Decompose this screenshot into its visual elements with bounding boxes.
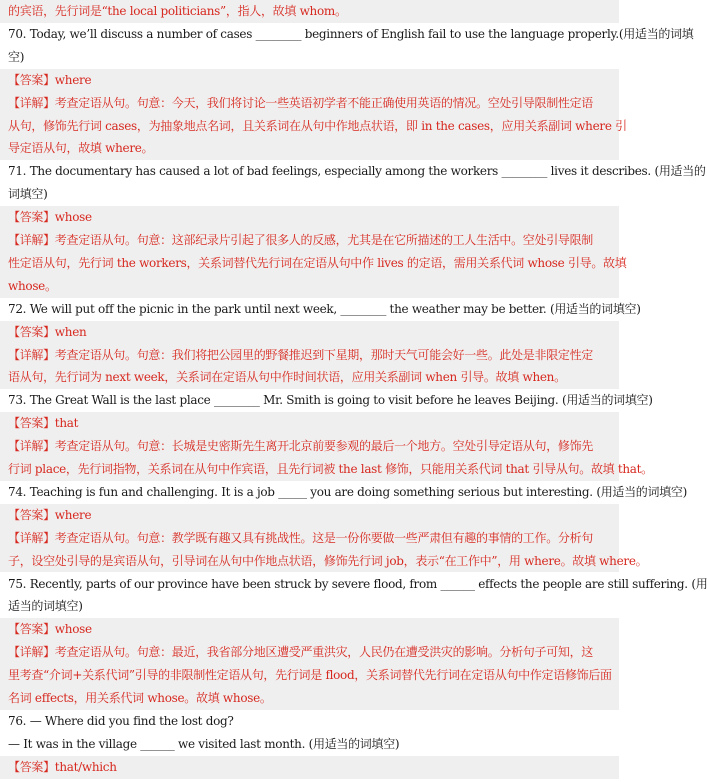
detail-line: 【详解】考查定语从句。句意：今天，我们将讨论一些英语初学者不能正确使用英语的情况。空处引导限制性定语	[8, 95, 594, 110]
detail-line: 【详解】考查定语从句。句意：教学既有趣又具有挑战性。这是一份你要做一些严肃但有趣的事情的工作。分析句	[8, 530, 594, 545]
detail-line: 行词 place，先行词指物，关系词在从句中作宾语，且先行词被 the last 修饰，只能用关系代词 that 引导从句。故填 that。	[8, 462, 653, 476]
detail-line: 里考查“介词+关系代词”引导的非限制性定语从句，先行词是 flood，关系词替代先行词在定语从句中作定语修饰后面	[8, 668, 612, 683]
detail-line: whose。	[8, 278, 57, 293]
question-line: 适当的词填空)	[8, 599, 83, 614]
detail-line: 【详解】考查定语从句。句意：我们将把公园里的野餐推迟到下星期，那时天气可能会好一些。此处是非限定性定	[8, 347, 594, 362]
answer-line: 【答案】when	[8, 324, 87, 339]
answer-line: 【答案】where	[8, 72, 92, 87]
question-line: — It was in the village ______ we visited last month. (用适当的词填空)	[8, 736, 400, 751]
answer-line: 【答案】that/which	[8, 759, 117, 774]
detail-line: 性定语从句，先行词 the workers，关系词替代先行词在定语从句中作 lives 的定语，需用关系代词 whose 引导。故填	[8, 255, 627, 270]
question-line: 空)	[8, 49, 25, 64]
detail-line: 【详解】考查定语从句。句意：最近，我省部分地区遭受严重洪灾，人民仍在遭受洪灾的影响。分析句子可知，这	[8, 645, 594, 660]
detail-line: 名词 effects，用关系代词 whose。故填 whose。	[8, 691, 272, 705]
detail-line: 导定语从句，故填 where。	[8, 141, 154, 156]
question-line: 70. Today, we’ll discuss a number of cases ________ beginners of English fail to use the language properly.(用适当的词填	[8, 26, 694, 41]
question-line: 75. Recently, parts of our province have been struck by severe flood, from ______ effects the people are still suffering. (用	[8, 576, 707, 591]
answer-line: 【答案】that	[8, 416, 79, 431]
detail-line: 子，设空处引导的是宾语从句，引导词在从句中作地点状语，修饰先行词 job，表示“在工作中”，用 where。故填 where。	[8, 553, 648, 568]
detail-line: 【详解】考查定语从句。句意：长城是史密斯先生离开北京前要参观的最后一个地方。空处引导定语从句，修饰先	[8, 439, 594, 454]
detail-line: 语从句，先行词为 next week，关系词在定语从句中作时间状语，应用关系副词 when 引导。故填 when。	[8, 370, 566, 385]
detail-line: 【详解】考查定语从句。句意：这部纪录片引起了很多人的反感，尤其是在它所描述的工人生活中。空处引导限制	[8, 233, 594, 247]
question-line: 71. The documentary has caused a lot of bad feelings, especially among the workers ________ lives it describes. (用适当的	[8, 164, 706, 179]
question-line: 72. We will put off the picnic in the park until next week, ________ the weather may be better. (用适当的词填空)	[8, 301, 641, 316]
detail-line: 从句，修饰先行词 cases，为抽象地点名词，且关系词在从句中作地点状语，即 in the cases，应用关系副词 where 引	[8, 118, 627, 133]
question-line: 词填空)	[8, 187, 48, 202]
question-line: 74. Teaching is fun and challenging. It is a job _____ you are doing something serious but interesting. (用适当的词填空)	[8, 484, 687, 499]
detail-line: 的宾语，先行词是“the local politicians”，指人，故填 whom。	[8, 4, 347, 18]
answer-line: 【答案】whose	[8, 210, 92, 225]
answer-line: 【答案】whose	[8, 622, 92, 637]
answer-line: 【答案】where	[8, 507, 92, 522]
question-line: 73. The Great Wall is the last place ________ Mr. Smith is going to visit before he leaves Beijing. (用适当的词填空)	[8, 393, 653, 408]
question-line: 76. — Where did you find the lost dog?	[8, 713, 234, 728]
